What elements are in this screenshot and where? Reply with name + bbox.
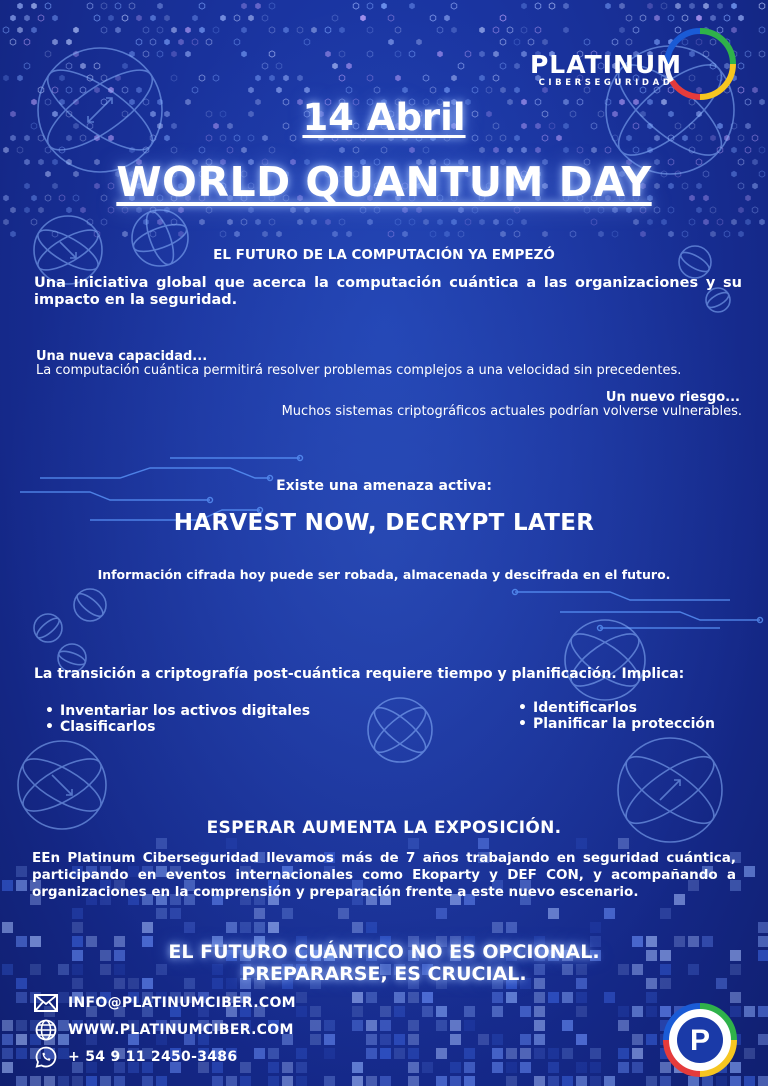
threat-headline: HARVEST NOW, DECRYPT LATER bbox=[173, 510, 595, 536]
event-title: WORLD QUANTUM DAY bbox=[116, 158, 652, 206]
globe-icon bbox=[34, 1019, 58, 1041]
future-text: Una iniciativa global que acerca la computación cuántica a las organizaciones y su impacto en la seguridad. bbox=[34, 275, 742, 308]
envelope-icon bbox=[34, 992, 58, 1014]
threat-text: Información cifrada hoy puede ser robada, almacenada y descifrada en el futuro. bbox=[97, 567, 671, 582]
brand-name: PLATINUM bbox=[529, 50, 683, 79]
steps-list-right bbox=[517, 700, 715, 732]
list-item: • Planificar la protección bbox=[517, 716, 715, 732]
future-heading: EL FUTURO DE LA COMPUTACIÓN YA EMPEZÓ bbox=[213, 247, 555, 263]
list-item: • Inventariar los activos digitales bbox=[44, 703, 310, 719]
capacity-text: La computación cuántica permitirá resolver problemas complejos a una velocidad sin precedentes. bbox=[36, 363, 682, 378]
closing-line-2: PREPARARSE, ES CRUCIAL. bbox=[241, 963, 527, 985]
whatsapp-icon bbox=[34, 1046, 58, 1068]
risk-text: Muchos sistemas criptográficos actuales podrían volverse vulnerables. bbox=[281, 404, 742, 419]
contact-email[interactable] bbox=[34, 992, 296, 1014]
list-item: • Identificarlos bbox=[517, 700, 715, 716]
exposure-heading: ESPERAR AUMENTA LA EXPOSICIÓN. bbox=[206, 818, 562, 838]
platinum-badge-icon bbox=[666, 1006, 734, 1074]
risk-heading: Un nuevo riesgo... bbox=[605, 390, 740, 405]
closing-message bbox=[0, 941, 768, 985]
exposure-text: EEn Platinum Ciberseguridad llevamos más de 7 años trabajando en seguridad cuántica, participando en eventos internacionales como Ekoparty y DEF CON, y acompañando a organizaciones en la comprensión y preparación frente a este nuevo escenario. bbox=[32, 850, 736, 900]
phone-link[interactable]: + 54 9 11 2450-3486 bbox=[68, 1049, 238, 1065]
brand-tagline: CIBERSEGURIDAD bbox=[538, 78, 674, 88]
brand-logo bbox=[506, 50, 706, 88]
steps-list-left bbox=[44, 703, 310, 735]
event-date: 14 Abril bbox=[302, 96, 466, 139]
email-link[interactable]: INFO@PLATINUMCIBER.COM bbox=[68, 995, 296, 1011]
badge-letter: P bbox=[689, 1024, 711, 1057]
closing-line-1: EL FUTURO CUÁNTICO NO ES OPCIONAL. bbox=[168, 941, 600, 963]
website-link[interactable]: WWW.PLATINUMCIBER.COM bbox=[68, 1022, 294, 1038]
contact-website[interactable] bbox=[34, 1019, 294, 1041]
transition-text: La transición a criptografía post-cuántica requiere tiempo y planificación. Implica: bbox=[34, 666, 685, 682]
capacity-heading: Una nueva capacidad... bbox=[36, 349, 208, 364]
contact-phone[interactable] bbox=[34, 1046, 237, 1068]
list-item: • Clasificarlos bbox=[44, 719, 310, 735]
threat-intro: Existe una amenaza activa: bbox=[276, 478, 492, 494]
